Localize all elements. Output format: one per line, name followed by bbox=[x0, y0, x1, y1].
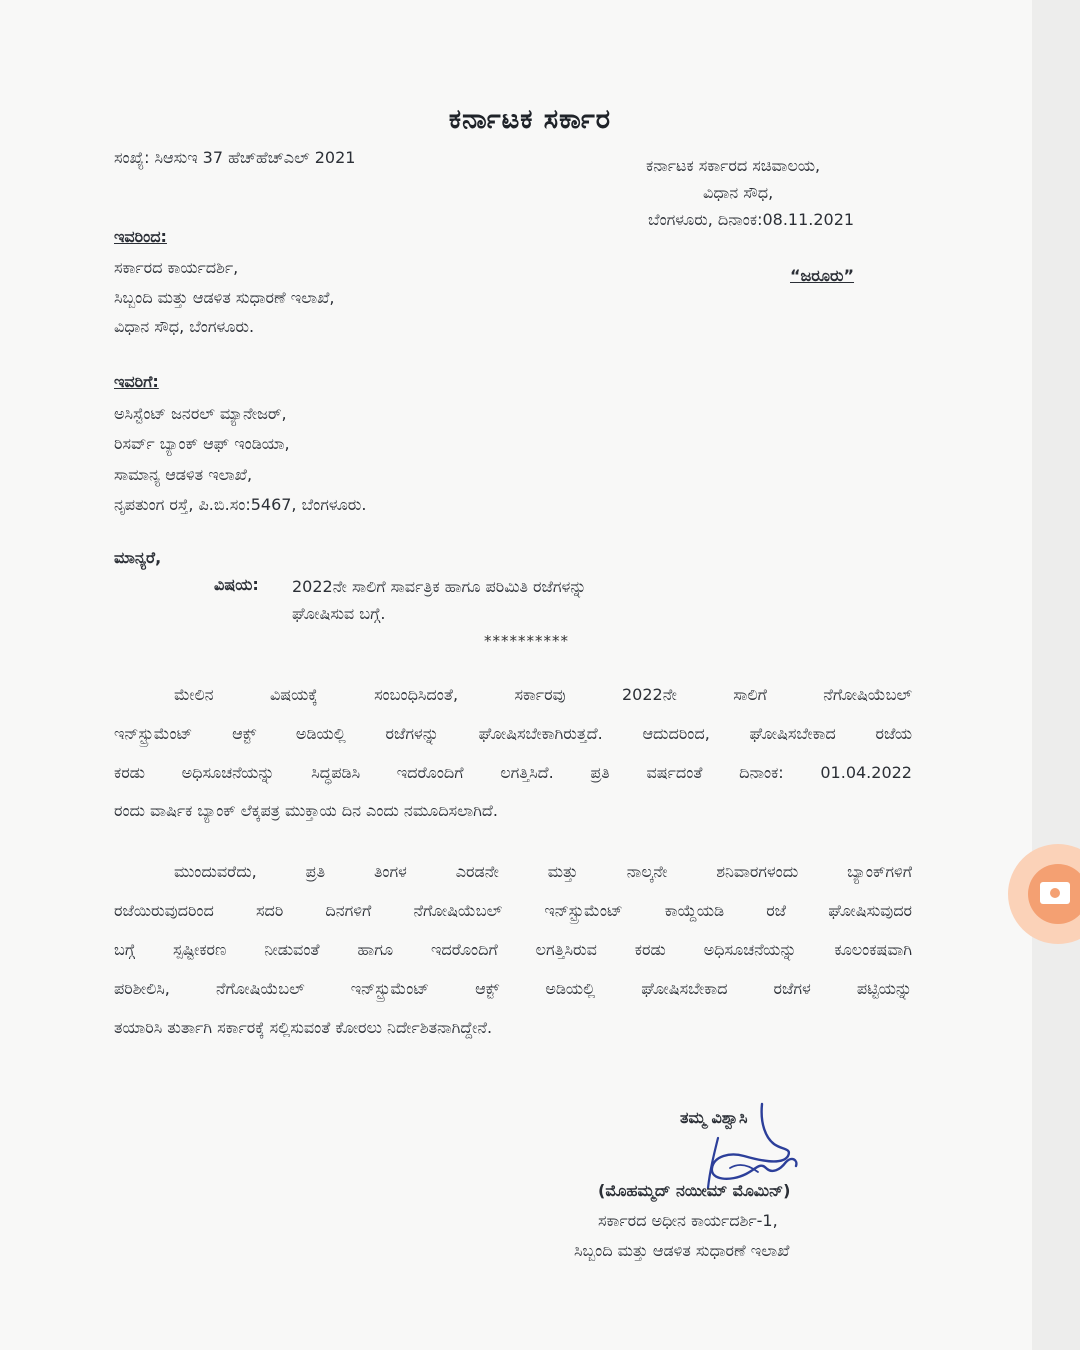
signatory-department: ಸಿಬ್ಬಂದಿ ಮತ್ತು ಆಡಳಿತ ಸುಧಾರಣೆ ಇಲಾಖೆ bbox=[574, 1241, 790, 1260]
from-line-1: ಸರ್ಕಾರದ ಕಾರ್ಯದರ್ಶಿ, bbox=[114, 258, 239, 277]
separator: ********** bbox=[484, 632, 569, 650]
subject-line-1: 2022ನೇ ಸಾಲಿಗೆ ಸಾರ್ವತ್ರಿಕ ಹಾಗೂ ಪರಿಮಿತಿ ರಜೆಗಳನ್ನು bbox=[292, 577, 587, 596]
paragraph-1-line-2: ಇನ್‌ಸ್ಟ್ರುಮೆಂಟ್ ಆಕ್ಟ್ ಅಡಿಯಲ್ಲಿ ರಜೆಗಳನ್ನು ಘೋಷಿಸಬೇಕಾಗಿರುತ್ತದೆ. ಆದುದರಿಂದ, ಘೋಷಿಸಬೇಕಾದ ರಜೆಯ bbox=[114, 724, 912, 743]
camera-icon bbox=[1040, 882, 1070, 904]
paragraph-1-line-3: ಕರಡು ಅಧಿಸೂಚನೆಯನ್ನು ಸಿದ್ಧಪಡಿಸಿ ಇದರೊಂದಿಗೆ ಲಗತ್ತಿಸಿದೆ. ಪ್ರತಿ ವರ್ಷದಂತೆ ದಿನಾಂಕ: 01.04.2022 bbox=[114, 763, 912, 782]
yours-faithfully: ತಮ್ಮ ವಿಶ್ವಾಸಿ bbox=[680, 1108, 748, 1127]
paragraph-2-line-5: ತಯಾರಿಸಿ ತುರ್ತಾಗಿ ಸರ್ಕಾರಕ್ಕೆ ಸಲ್ಲಿಸುವಂತೆ ಕೋರಲು ನಿರ್ದೇಶಿತನಾಗಿದ್ದೇನೆ. bbox=[114, 1018, 493, 1037]
reference-number: ಸಂಖ್ಯೆ: ಸಿಆಸುಇ 37 ಹೆಚ್‌ಹೆಚ್‌ಎಲ್ 2021 bbox=[114, 148, 356, 167]
to-line-1: ಅಸಿಸ್ಟೆಂಟ್ ಜನರಲ್ ಮ್ಯಾನೇಜರ್, bbox=[114, 404, 287, 423]
to-label: ಇವರಿಗೆ: bbox=[114, 372, 159, 391]
salutation: ಮಾನ್ಯರೆ, bbox=[114, 548, 162, 567]
to-line-3: ಸಾಮಾನ್ಯ ಆಡಳಿತ ಇಲಾಖೆ, bbox=[114, 465, 253, 484]
paragraph-2-line-4: ಪರಿಶೀಲಿಸಿ, ನೆಗೋಷಿಯೆಬಲ್ ಇನ್‌ಸ್ಟ್ರುಮೆಂಟ್ ಆಕ್ಟ್ ಅಡಿಯಲ್ಲಿ ಘೋಷಿಸಬೇಕಾದ ರಜೆಗಳ ಪಟ್ಟಿಯನ್ನು bbox=[114, 979, 912, 998]
from-line-2: ಸಿಬ್ಬಂದಿ ಮತ್ತು ಆಡಳಿತ ಸುಧಾರಣೆ ಇಲಾಖೆ, bbox=[114, 288, 335, 307]
paragraph-2-line-2: ರಜೆಯಿರುವುದರಿಂದ ಸದರಿ ದಿನಗಳಿಗೆ ನೆಗೋಷಿಯೆಬಲ್ ಇನ್‌ಸ್ಟ್ರುಮೆಂಟ್ ಕಾಯ್ದೆಯಡಿ ರಜೆ ಘೋಷಿಸುವುದರ bbox=[114, 901, 912, 920]
to-line-4: ನೃಪತುಂಗ ರಸ್ತೆ, ಪಿ.ಬಿ.ಸಂ:5467, ಬೆಂಗಳೂರು. bbox=[114, 495, 367, 514]
signatory-name: (ಮೊಹಮ್ಮದ್ ನಯೀಮ್ ಮೊಮಿನ್) bbox=[598, 1181, 791, 1200]
letter-heading: ಕರ್ನಾಟಕ ಸರ್ಕಾರ bbox=[448, 104, 612, 135]
paragraph-1-line-1: ಮೇಲಿನ ವಿಷಯಕ್ಕೆ ಸಂಬಂಧಿಸಿದಂತೆ, ಸರ್ಕಾರವು 2022ನೇ ಸಾಲಿಗೆ ನೆಗೋಷಿಯೆಬಲ್ bbox=[174, 685, 912, 704]
signatory-designation: ಸರ್ಕಾರದ ಅಧೀನ ಕಾರ್ಯದರ್ಶಿ-1, bbox=[598, 1211, 778, 1230]
paragraph-2-line-1: ಮುಂದುವರೆದು, ಪ್ರತಿ ತಿಂಗಳ ಎರಡನೇ ಮತ್ತು ನಾಲ್ಕನೇ ಶನಿವಾರಗಳಂದು ಬ್ಯಾಂಕ್‌ಗಳಿಗೆ bbox=[174, 862, 912, 881]
office-line-1: ಕರ್ನಾಟಕ ಸರ್ಕಾರದ ಸಚಿವಾಲಯ, bbox=[646, 156, 821, 175]
from-label: ಇವರಿಂದ: bbox=[114, 227, 167, 246]
subject-line-2: ಘೋಷಿಸುವ ಬಗ್ಗೆ. bbox=[292, 604, 386, 623]
subject-label: ವಿಷಯ: bbox=[214, 575, 259, 594]
paragraph-1-line-4: ರಂದು ವಾರ್ಷಿಕ ಬ್ಯಾಂಕ್ ಲೆಕ್ಕಪತ್ರ ಮುಕ್ತಾಯ ದಿನ ಎಂದು ನಮೂದಿಸಲಾಗಿದೆ. bbox=[114, 801, 498, 820]
office-line-2: ವಿಧಾನ ಸೌಧ, bbox=[703, 183, 774, 202]
to-line-2: ರಿಸರ್ವ್ ಬ್ಯಾಂಕ್ ಆಫ್ ಇಂಡಿಯಾ, bbox=[114, 434, 290, 453]
from-line-3: ವಿಧಾನ ಸೌಧ, ಬೆಂಗಳೂರು. bbox=[114, 317, 255, 336]
urgent-mark: “ಜರೂರು” bbox=[790, 266, 855, 285]
paragraph-2-line-3: ಬಗ್ಗೆ ಸ್ಪಷ್ಟೀಕರಣ ನೀಡುವಂತೆ ಹಾಗೂ ಇದರೊಂದಿಗೆ ಲಗತ್ತಿಸಿರುವ ಕರಡು ಅಧಿಸೂಚನೆಯನ್ನು ಕೂಲಂಕಷವಾಗಿ bbox=[114, 940, 912, 959]
office-date: ಬೆಂಗಳೂರು, ದಿನಾಂಕ:08.11.2021 bbox=[648, 210, 855, 229]
page-edge bbox=[1032, 0, 1080, 1350]
